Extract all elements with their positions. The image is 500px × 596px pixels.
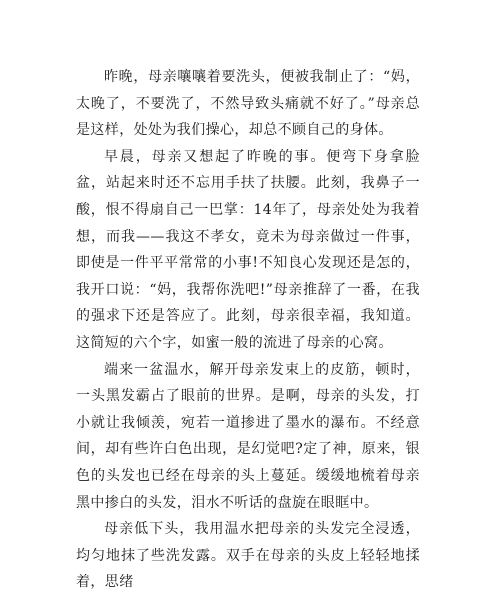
paragraph-2: 早晨，母亲又想起了昨晚的事。便弯下身拿脸盆，站起来时还不忘用手扶了扶腰。此刻，我鼻子一酸，恨不得扇自己一巴掌：14年了，母亲处处为我着想，而我——我这不孝女，竟未为母亲做过一件事，即使是一件平平常常的小事!不知良心发现还是怎的，我开口说：“妈，我帮你洗吧!”母亲推辞了一番，在我的强求下还是答应了。此刻，母亲很幸福，我知道。这简短的六个字，如蜜一般的流进了母亲的心窝。 xyxy=(76,148,420,351)
document-body xyxy=(76,64,420,596)
paragraph-3: 端来一盆温水，解开母亲发束上的皮筋，顿时，一头黑发霸占了眼前的世界。是啊，母亲的头发，打小就让我倾羡，宛若一道掺进了墨水的瀑布。不经意间，却有些许白色出现，是幻觉吧?定了神，原来，银色的头发也已经在母亲的头上蔓延。缓缓地梳着母亲黑中掺白的头发，泪水不听话的盘旋在眼眶中。 xyxy=(76,361,420,511)
paragraph-1: 昨晚，母亲嚷嚷着要洗头，便被我制止了：“妈，太晚了，不要洗了，不然导致头痛就不好了。”母亲总是这样，处处为我们操心，却总不顾自己的身体。 xyxy=(76,69,420,139)
paragraph-4: 母亲低下头，我用温水把母亲的头发完全浸透，均匀地抹了些洗发露。双手在母亲的头皮上轻轻地揉着，思绪 xyxy=(76,521,420,591)
